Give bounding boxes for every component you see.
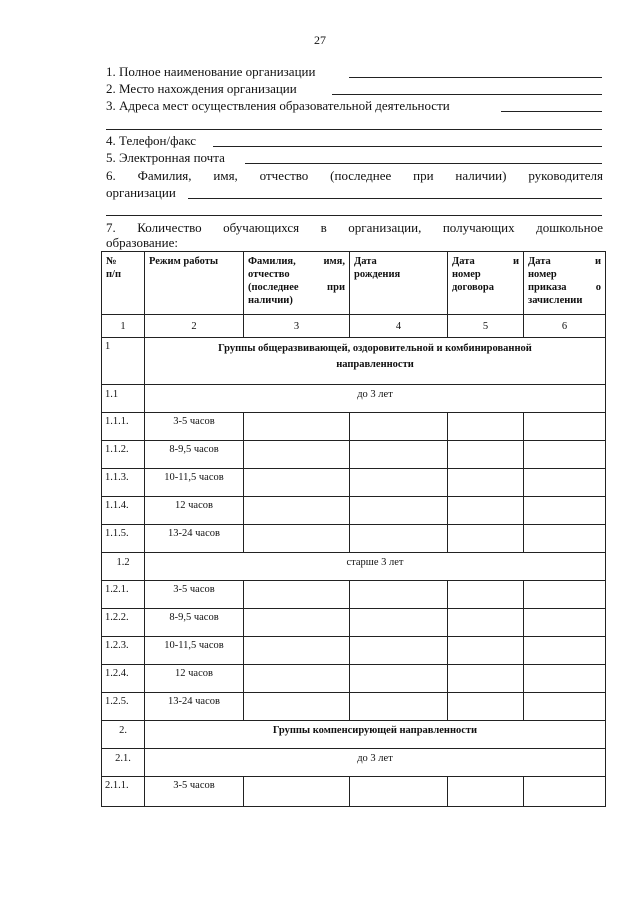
order-cell[interactable] [524, 525, 606, 553]
section-number: 2. [102, 721, 145, 749]
work-mode: 10-11,5 часов [145, 637, 244, 665]
header-mode: Режим работы [145, 252, 244, 315]
subsection-title: старше 3 лет [145, 553, 606, 581]
order-cell[interactable] [524, 469, 606, 497]
subsection-row [102, 749, 606, 777]
field-org-name-label: 1. Полное наименование организации [106, 64, 316, 79]
table-row [102, 637, 606, 665]
table-row [102, 581, 606, 609]
birth-date-cell[interactable] [350, 693, 448, 721]
birth-date-cell[interactable] [350, 525, 448, 553]
field-director-input-2[interactable] [106, 215, 602, 216]
row-number: 1.1.2. [102, 441, 145, 469]
name-cell[interactable] [244, 665, 350, 693]
name-cell[interactable] [244, 637, 350, 665]
row-number: 1.1.4. [102, 497, 145, 525]
name-cell[interactable] [244, 441, 350, 469]
contract-cell[interactable] [448, 693, 524, 721]
col-number: 6 [524, 315, 606, 338]
field-email-label: 5. Электронная почта [106, 150, 225, 165]
field-phone-label: 4. Телефон/факс [106, 133, 197, 148]
work-mode: 8-9,5 часов [145, 609, 244, 637]
order-cell[interactable] [524, 609, 606, 637]
field-director-input[interactable] [188, 198, 602, 199]
row-number: 2.1.1. [102, 777, 145, 807]
table-row [102, 525, 606, 553]
name-cell[interactable] [244, 609, 350, 637]
contract-cell[interactable] [448, 777, 524, 807]
subsection-number: 2.1. [102, 749, 145, 777]
field-addresses-input-2[interactable] [106, 129, 602, 130]
contract-cell[interactable] [448, 637, 524, 665]
order-cell[interactable] [524, 693, 606, 721]
students-table [101, 251, 606, 807]
table-row [102, 497, 606, 525]
birth-date-cell[interactable] [350, 497, 448, 525]
col-number: 4 [350, 315, 448, 338]
header-order: Дата и номер приказа о зачислении [524, 252, 606, 315]
contract-cell[interactable] [448, 581, 524, 609]
table-header-row [102, 252, 606, 315]
contract-cell[interactable] [448, 441, 524, 469]
subsection-title: до 3 лет [145, 749, 606, 777]
work-mode: 10-11,5 часов [145, 469, 244, 497]
field-org-name-input[interactable] [349, 77, 602, 78]
contract-cell[interactable] [448, 413, 524, 441]
birth-date-cell[interactable] [350, 609, 448, 637]
field-students-label: 7. Количество обучающихся в организации, получающих дошкольное [106, 220, 603, 235]
field-students-label-2: образование: [106, 235, 178, 250]
order-cell[interactable] [524, 777, 606, 807]
column-number-row [102, 315, 606, 338]
row-number: 1.1.5. [102, 525, 145, 553]
order-cell[interactable] [524, 497, 606, 525]
subsection-row [102, 385, 606, 413]
table-row [102, 693, 606, 721]
row-number: 1.1.3. [102, 469, 145, 497]
subsection-number: 1.2 [102, 553, 145, 581]
header-name: Фамилия, имя, отчество (последнее при наличии) [244, 252, 350, 315]
section-title: Группы компенсирующей направленности [145, 721, 606, 749]
header-birth: Дата рождения [350, 252, 448, 315]
col-number: 2 [145, 315, 244, 338]
birth-date-cell[interactable] [350, 469, 448, 497]
subsection-number: 1.1 [102, 385, 145, 413]
field-phone-input[interactable] [213, 146, 602, 147]
row-number: 1.2.3. [102, 637, 145, 665]
row-number: 1.2.1. [102, 581, 145, 609]
section-title: Группы общеразвивающей, оздоровительной и комбинированной направленности [145, 338, 606, 385]
contract-cell[interactable] [448, 469, 524, 497]
order-cell[interactable] [524, 441, 606, 469]
name-cell[interactable] [244, 469, 350, 497]
row-number: 1.1.1. [102, 413, 145, 441]
header-contract: Дата и номер договора [448, 252, 524, 315]
work-mode: 3-5 часов [145, 777, 244, 807]
field-location-label: 2. Место нахождения организации [106, 81, 297, 96]
table-row [102, 469, 606, 497]
field-addresses-input[interactable] [501, 111, 602, 112]
name-cell[interactable] [244, 693, 350, 721]
contract-cell[interactable] [448, 497, 524, 525]
birth-date-cell[interactable] [350, 413, 448, 441]
work-mode: 13-24 часов [145, 693, 244, 721]
work-mode: 12 часов [145, 665, 244, 693]
order-cell[interactable] [524, 413, 606, 441]
subsection-row [102, 553, 606, 581]
table-row [102, 777, 606, 807]
table-row [102, 665, 606, 693]
name-cell[interactable] [244, 581, 350, 609]
col-number: 1 [102, 315, 145, 338]
table-row [102, 413, 606, 441]
name-cell[interactable] [244, 413, 350, 441]
work-mode: 12 часов [145, 497, 244, 525]
field-director-label: 6. Фамилия, имя, отчество (последнее при наличии) руководителя [106, 168, 603, 183]
col-number: 3 [244, 315, 350, 338]
subsection-title: до 3 лет [145, 385, 606, 413]
name-cell[interactable] [244, 497, 350, 525]
birth-date-cell[interactable] [350, 637, 448, 665]
table-row [102, 441, 606, 469]
col-number: 5 [448, 315, 524, 338]
order-cell[interactable] [524, 637, 606, 665]
field-director-label-2: организации [106, 185, 176, 200]
order-cell[interactable] [524, 581, 606, 609]
field-addresses-label: 3. Адреса мест осуществления образовательной деятельности [106, 98, 450, 113]
field-location-input[interactable] [332, 94, 602, 95]
work-mode: 8-9,5 часов [145, 441, 244, 469]
work-mode: 3-5 часов [145, 413, 244, 441]
contract-cell[interactable] [448, 525, 524, 553]
page-number: 27 [314, 33, 326, 47]
row-number: 1.2.4. [102, 665, 145, 693]
contract-cell[interactable] [448, 609, 524, 637]
birth-date-cell[interactable] [350, 581, 448, 609]
contract-cell[interactable] [448, 665, 524, 693]
table-row [102, 609, 606, 637]
name-cell[interactable] [244, 525, 350, 553]
birth-date-cell[interactable] [350, 441, 448, 469]
work-mode: 3-5 часов [145, 581, 244, 609]
name-cell[interactable] [244, 777, 350, 807]
work-mode: 13-24 часов [145, 525, 244, 553]
section-row [102, 721, 606, 749]
birth-date-cell[interactable] [350, 777, 448, 807]
order-cell[interactable] [524, 665, 606, 693]
field-email-input[interactable] [245, 163, 602, 164]
header-no: № п/п [102, 252, 145, 315]
row-number: 1.2.5. [102, 693, 145, 721]
section-row [102, 338, 606, 385]
row-number: 1.2.2. [102, 609, 145, 637]
birth-date-cell[interactable] [350, 665, 448, 693]
section-number: 1 [102, 338, 145, 385]
